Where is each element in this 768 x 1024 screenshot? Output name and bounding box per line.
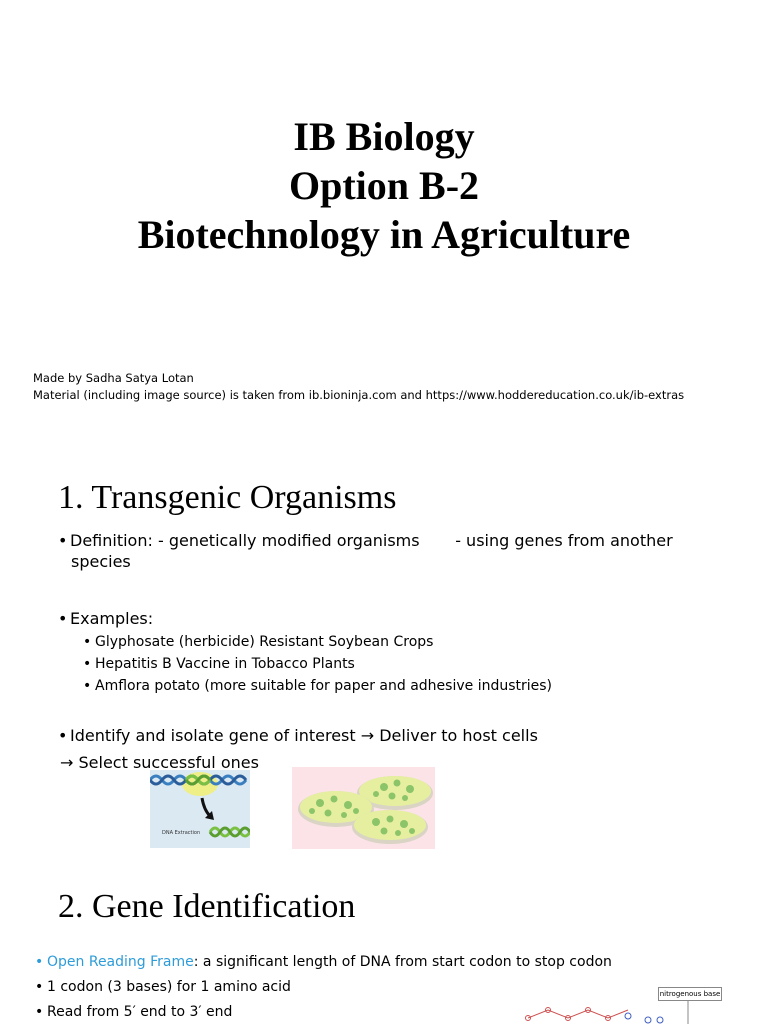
title-line-1: IB Biology	[293, 114, 475, 159]
example-item	[83, 655, 355, 673]
bullet-glyph: •	[58, 726, 68, 745]
examples-bullet	[58, 608, 153, 629]
credits	[33, 370, 684, 404]
title-block	[0, 112, 768, 259]
bullet-glyph: •	[35, 954, 44, 970]
example-text: Glyphosate (herbicide) Resistant Soybean Crops	[95, 634, 434, 650]
process-bullet	[58, 725, 538, 746]
definition-text-line1: Definition: - genetically modified organisms - using genes from another	[70, 531, 673, 550]
bullet-glyph: •	[58, 609, 68, 628]
codon-bullet	[35, 978, 291, 996]
direction-bullet	[35, 1003, 232, 1021]
bullet-glyph: •	[58, 531, 68, 550]
example-item	[83, 677, 552, 695]
nucleotide-diagram	[520, 996, 720, 1024]
definition-text-line2: species	[71, 552, 131, 571]
example-item	[83, 633, 433, 651]
section2-heading: 2. Gene Identification	[58, 888, 356, 925]
section1-heading: 1. Transgenic Organisms	[58, 479, 397, 516]
title-line-2: Option B-2	[288, 163, 480, 208]
dna-extraction-image	[150, 770, 250, 848]
example-text: Amflora potato (more suitable for paper and adhesive industries)	[95, 678, 553, 694]
codon-text: 1 codon (3 bases) for 1 amino acid	[47, 979, 291, 995]
title-line-3: Biotechnology in Agriculture	[137, 212, 631, 257]
orf-term: Open Reading Frame	[47, 954, 194, 970]
nitrogenous-base-label: nitrogenous base	[658, 987, 722, 1001]
example-text: Hepatitis B Vaccine in Tobacco Plants	[95, 656, 355, 672]
author-credit: Made by Sadha Satya Lotan	[33, 371, 194, 385]
bullet-glyph: •	[35, 1004, 44, 1020]
definition-bullet	[58, 530, 718, 572]
dna-extraction-graphic	[150, 770, 250, 848]
examples-label: Examples:	[70, 609, 154, 628]
bullet-glyph: •	[83, 634, 92, 650]
source-credit: Material (including image source) is taken from ib.bioninja.com and https://www.hoddereducation.co.uk/ib-extras	[33, 388, 685, 402]
bullet-glyph: •	[83, 678, 92, 694]
orf-bullet	[35, 953, 612, 971]
direction-text: Read from 5′ end to 3′ end	[47, 1004, 233, 1020]
dna-caption: DNA Extraction	[162, 830, 201, 836]
bullet-glyph: •	[35, 979, 44, 995]
petri-dish-image	[292, 767, 435, 849]
process-text-line2: → Select successful ones	[60, 753, 259, 770]
process-text-line1: Identify and isolate gene of interest → Deliver to host cells	[70, 726, 538, 745]
orf-definition: : a significant length of DNA from start codon to stop codon	[193, 954, 612, 970]
bullet-glyph: •	[83, 656, 92, 672]
petri-dish-graphic	[292, 767, 435, 849]
